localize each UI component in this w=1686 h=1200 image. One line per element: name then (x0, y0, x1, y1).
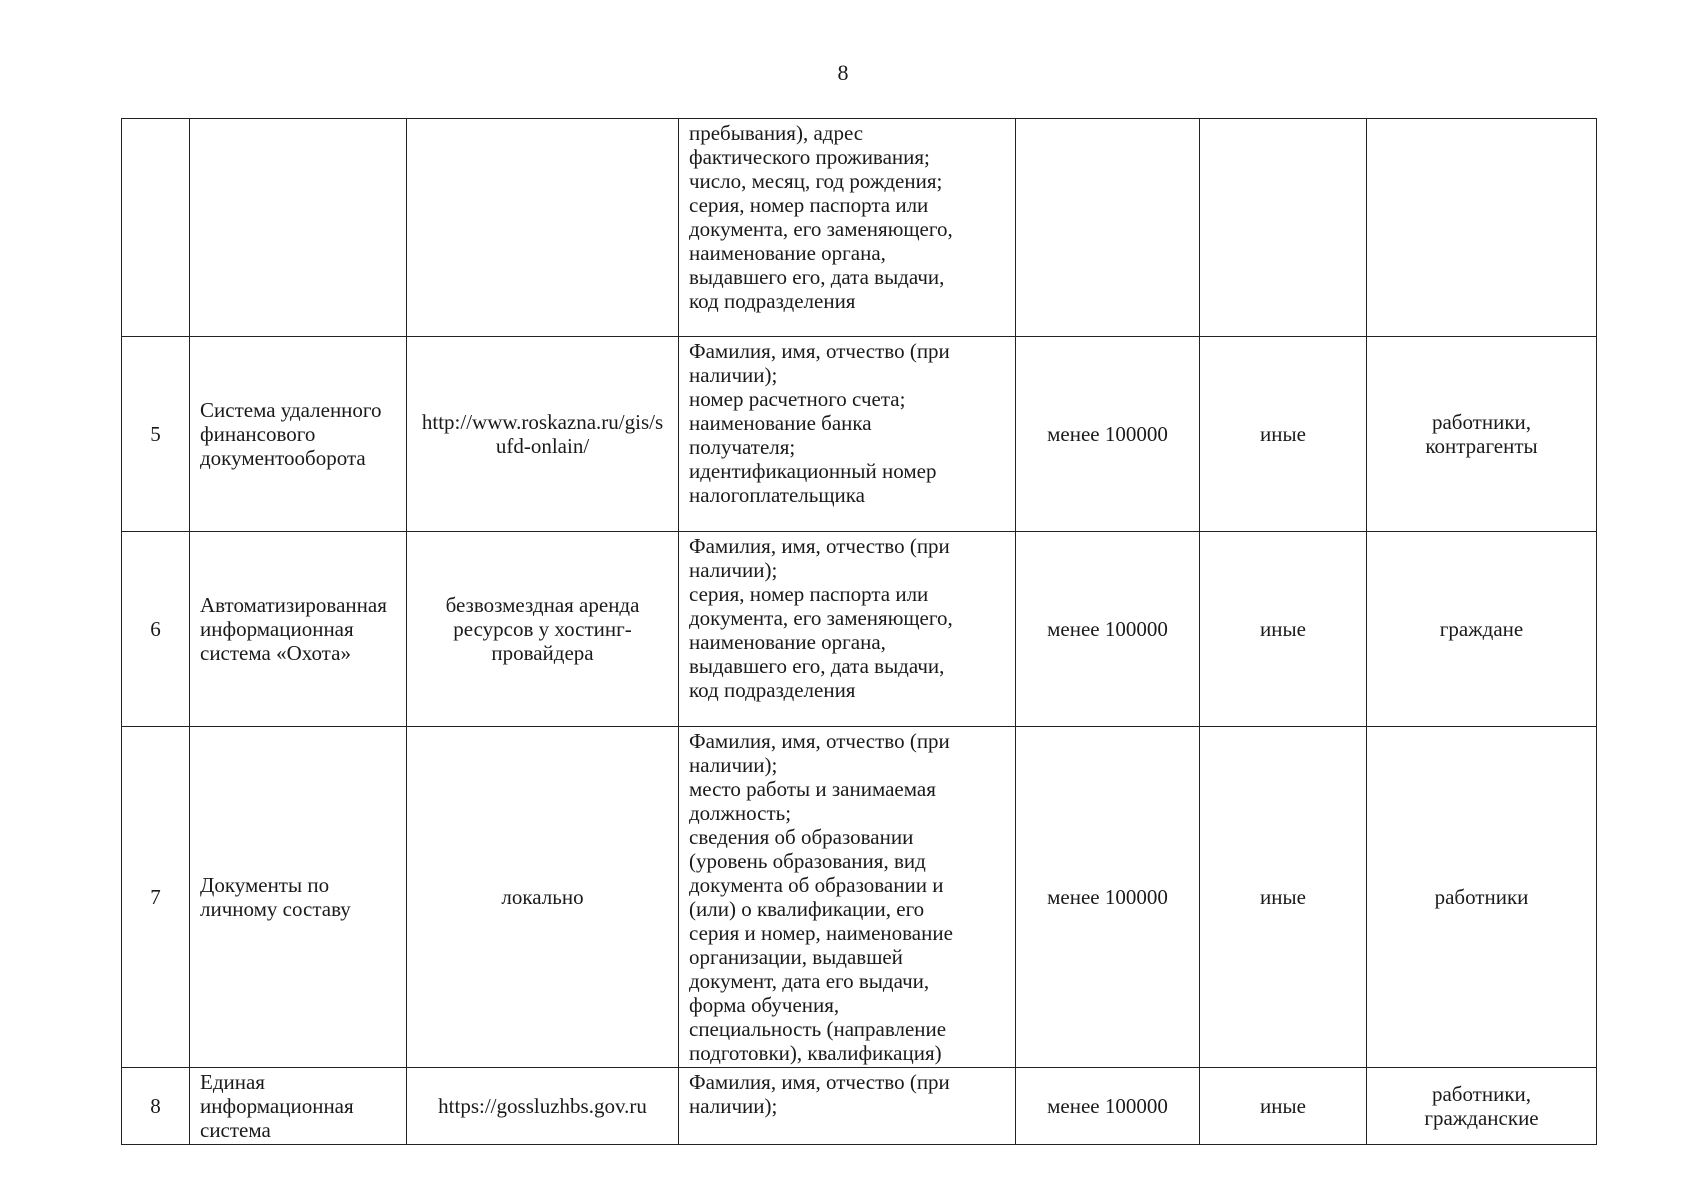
data-subjects: работники, контрагенты (1367, 337, 1597, 532)
table-row (122, 1068, 1597, 1145)
system-location: безвозмездная аренда ресурсов у хостинг-провайдера (407, 532, 679, 727)
data-subjects: граждане (1367, 532, 1597, 727)
data-volume: менее 100000 (1016, 532, 1200, 727)
data-volume: менее 100000 (1016, 1068, 1200, 1145)
table-row (122, 532, 1597, 727)
data-type (1200, 119, 1367, 337)
data-categories: Фамилия, имя, отчество (при наличии); (679, 1068, 1016, 1145)
row-number: 7 (122, 727, 190, 1068)
system-location: локально (407, 727, 679, 1068)
system-name: Система удаленного финансового документооборота (190, 337, 407, 532)
system-name: Единая информационная система (190, 1068, 407, 1145)
data-categories: Фамилия, имя, отчество (при наличии); серия, номер паспорта или документа, его заменяющего, наименование органа, выдавшего его, дата выдачи, код подразделения (679, 532, 1016, 727)
system-location (407, 119, 679, 337)
data-volume (1016, 119, 1200, 337)
row-number: 8 (122, 1068, 190, 1145)
table-row (122, 727, 1597, 1068)
row-number: 5 (122, 337, 190, 532)
system-location: https://gossluzhbs.gov.ru (407, 1068, 679, 1145)
data-categories: пребывания), адрес фактического проживания; число, месяц, год рождения; серия, номер паспорта или документа, его заменяющего, наименование органа, выдавшего его, дата выдачи, код подразделения (679, 119, 1016, 337)
system-name: Автоматизированная информационная система «Охота» (190, 532, 407, 727)
data-type: иные (1200, 1068, 1367, 1145)
row-number (122, 119, 190, 337)
system-name: Документы по личному составу (190, 727, 407, 1068)
data-type: иные (1200, 337, 1367, 532)
table-row (122, 337, 1597, 532)
data-subjects (1367, 119, 1597, 337)
system-location: http://www.roskazna.ru/gis/sufd-onlain/ (407, 337, 679, 532)
data-type: иные (1200, 532, 1367, 727)
data-volume: менее 100000 (1016, 337, 1200, 532)
table-row (122, 119, 1597, 337)
data-categories: Фамилия, имя, отчество (при наличии); номер расчетного счета; наименование банка получателя; идентификационный номер налогоплательщика (679, 337, 1016, 532)
data-categories: Фамилия, имя, отчество (при наличии); место работы и занимаемая должность; сведения об образовании (уровень образования, вид документа об образовании и (или) о квалификации, его серия и номер, наименование организации, выдавшей документ, дата его выдачи, форма обучения, специальность (направление подготовки), квалификация) (679, 727, 1016, 1068)
data-subjects: работники, гражданские (1367, 1068, 1597, 1145)
system-name (190, 119, 407, 337)
data-volume: менее 100000 (1016, 727, 1200, 1068)
data-type: иные (1200, 727, 1367, 1068)
data-table (121, 118, 1597, 1145)
data-subjects: работники (1367, 727, 1597, 1068)
row-number: 6 (122, 532, 190, 727)
page-number: 8 (837, 60, 849, 85)
